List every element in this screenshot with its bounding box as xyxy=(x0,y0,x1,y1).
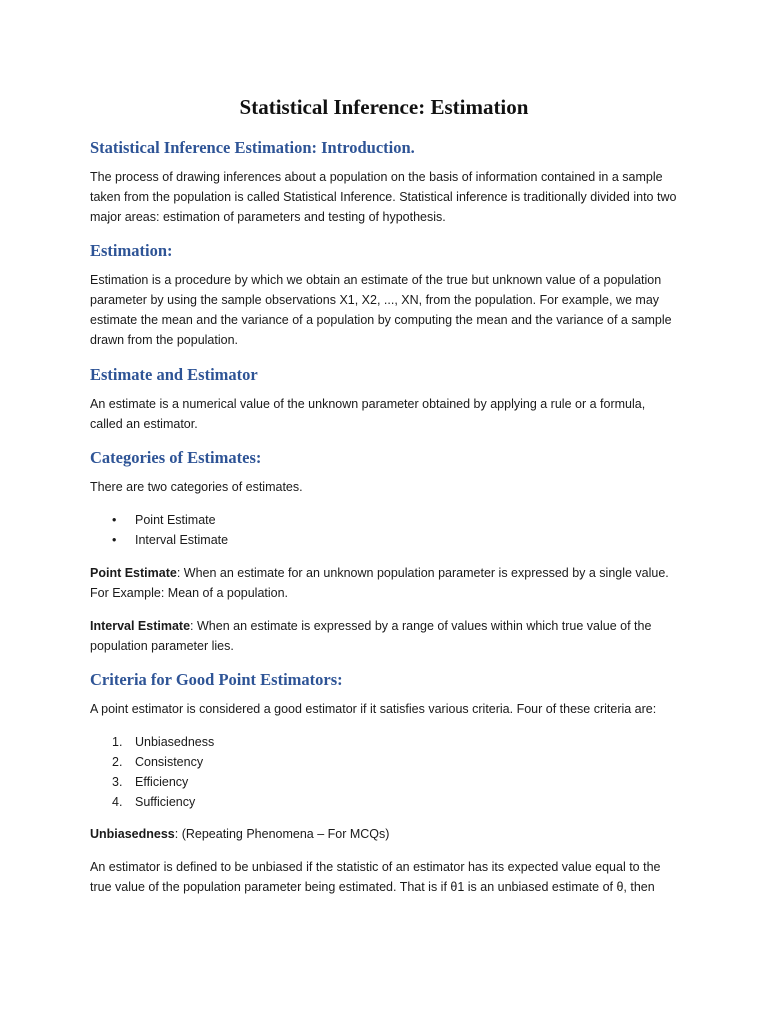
paragraph-point-estimate: Point Estimate: When an estimate for an unknown population parameter is expressed by a single value. For Example: Mean of a population. xyxy=(90,566,669,600)
list-item: • Interval Estimate xyxy=(90,530,678,550)
paragraph-estimator: An estimate is a numerical value of the unknown parameter obtained by applying a rule or a formula, called an estimator. xyxy=(90,397,646,431)
paragraph-estimation: Estimation is a procedure by which we obtain an estimate of the true but unknown value of a population parameter by using the sample observations X1, X2, ..., XN, from the population. For example, we may estimate the mean and the variance of a population by computing the mean and the variance of a sample drawn from the population. xyxy=(90,273,672,347)
list-item: • Point Estimate xyxy=(90,510,678,530)
heading-estimate-estimator: Estimate and Estimator xyxy=(90,365,258,384)
paragraph-categories: There are two categories of estimates. xyxy=(90,480,303,494)
term-point-estimate: Point Estimate xyxy=(90,566,177,580)
bullet-icon: • xyxy=(112,513,117,527)
list-item: 3. Efficiency xyxy=(112,775,189,789)
paragraph-unbiasedness: An estimator is defined to be unbiased if the statistic of an estimator has its expected value equal to the true value of the population parameter being estimated. That is if θ1 is an unbiased estimate of θ, then xyxy=(90,860,661,894)
paragraph-interval-estimate: Interval Estimate: When an estimate is expressed by a range of values within which true value of the population parameter lies. xyxy=(90,619,652,653)
bullet-icon: • xyxy=(112,533,117,547)
heading-estimation: Estimation: xyxy=(90,241,173,260)
paragraph-criteria: A point estimator is considered a good estimator if it satisfies various criteria. Four of these criteria are: xyxy=(90,702,657,716)
heading-categories: Categories of Estimates: xyxy=(90,448,262,467)
heading-criteria: Criteria for Good Point Estimators: xyxy=(90,670,343,689)
paragraph-unbiasedness-note: Unbiasedness: (Repeating Phenomena – For MCQs) xyxy=(90,827,390,841)
list-item: 1. Unbiasedness xyxy=(112,735,215,749)
paragraph-introduction: The process of drawing inferences about a population on the basis of information contained in a sample taken from the population is called Statistical Inference. Statistical inference is traditionally divided into two major areas: estimation of parameters and testing of hypothesis. xyxy=(90,170,677,224)
document-title: Statistical Inference: Estimation xyxy=(239,95,529,119)
heading-introduction: Statistical Inference Estimation: Introduction. xyxy=(90,138,415,157)
term-interval-estimate: Interval Estimate xyxy=(90,619,191,633)
categories-list xyxy=(90,510,678,550)
list-item: 2. Consistency xyxy=(112,755,204,769)
criteria-list xyxy=(90,732,678,812)
list-item: 4. Sufficiency xyxy=(112,795,196,809)
term-unbiasedness: Unbiasedness xyxy=(90,827,175,841)
